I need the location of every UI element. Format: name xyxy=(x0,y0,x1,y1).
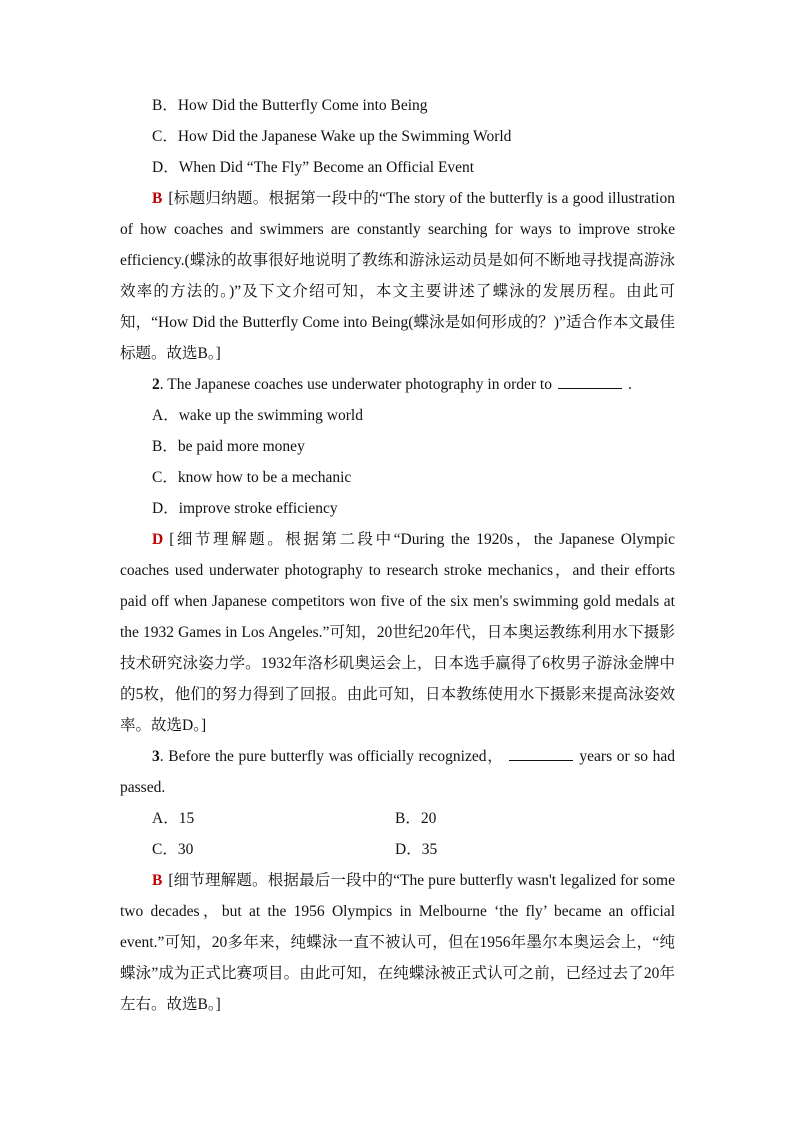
q2-option-d: D．improve stroke efficiency xyxy=(152,500,338,517)
q1-explanation xyxy=(120,183,675,369)
q3-blank xyxy=(509,746,573,761)
q2-explanation xyxy=(120,524,675,741)
q3-explanation xyxy=(120,865,675,1020)
q2-stem xyxy=(120,369,675,400)
q3-number: 3 xyxy=(152,748,160,765)
q2-explanation-text: [细节理解题。根据第二段中“During the 1920s，the Japanese Olympic coaches used underwater photography to research stroke mechanics，and their efforts paid off when Japanese competitors won five of the six men's swimming gold medals at the 1932 Games in Los Angeles.”可知，20世纪20年代，日本奥运教练利用水下摄影技术研究泳姿力学。1932年洛杉矶奥运会上，日本选手赢得了6枚男子游泳金牌中的5枚，他们的努力得到了回报。由此可知，日本教练使用水下摄影来提高泳姿效率。故选D。] xyxy=(120,531,675,734)
q2-option-b: B．be paid more money xyxy=(152,438,305,455)
q2-answer: D xyxy=(152,531,164,548)
q1-explanation-text: [标题归纳题。根据第一段中的“The story of the butterfly is a good illustration of how coaches and swimmers are constantly searching for ways to improve stroke efficiency.(蝶泳的故事很好地说明了教练和游泳运动员是如何不断地寻找提高游泳效率的方法的。)”及下文介绍可知，本文主要讲述了蝶泳的发展历程。由此可知，“How Did the Butterfly Come into Being(蝶泳是如何形成的？)”适合作本文最佳标题。故选B。] xyxy=(120,190,675,362)
q2-stem-end: . xyxy=(628,376,632,393)
q3-stem-text: . Before the pure butterfly was officially recognized， xyxy=(159,748,504,765)
q2-option-a: A．wake up the swimming world xyxy=(152,407,363,424)
q3-stem xyxy=(120,741,675,803)
q3-option-a: A．15 xyxy=(152,810,195,827)
q3-options-row-1 xyxy=(120,803,675,834)
q3-stem-end: years or so had passed. xyxy=(120,748,675,796)
q2-number: 2 xyxy=(152,376,160,393)
q3-option-d: D．35 xyxy=(395,841,438,858)
q1-option-d: D．When Did “The Fly” Become an Official Event xyxy=(152,159,475,176)
q3-explanation-text: [细节理解题。根据最后一段中的“The pure butterfly wasn't legalized for some two decades，but at the 1956 Olympics in Melbourne ‘the fly’ became an official event.”可知，20多年来，纯蝶泳一直不被认可，但在1956年墨尔本奥运会上，“纯蝶泳”成为正式比赛项目。由此可知，在纯蝶泳被正式认可之前，已经过去了20年左右。故选B。] xyxy=(120,872,675,1013)
q1-answer: B xyxy=(152,190,163,207)
q1-option-b: B．How Did the Butterfly Come into Being xyxy=(152,97,428,114)
q1-option-c: C．How Did the Japanese Wake up the Swimming World xyxy=(152,128,512,145)
q2-blank xyxy=(558,374,622,389)
q3-answer: B xyxy=(152,872,163,889)
document-page xyxy=(120,90,675,1020)
q3-option-c: C．30 xyxy=(152,841,194,858)
q2-stem-text: . The Japanese coaches use underwater photography in order to xyxy=(159,376,552,393)
q3-option-b: B．20 xyxy=(395,810,437,827)
q3-options-row-2 xyxy=(120,834,675,865)
q2-option-c: C．know how to be a mechanic xyxy=(152,469,352,486)
